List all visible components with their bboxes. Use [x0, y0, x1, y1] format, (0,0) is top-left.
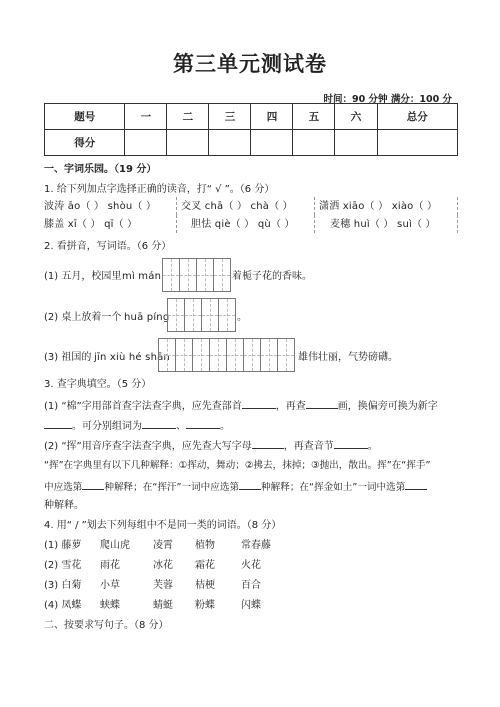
- q2-line3-pinyin: jīn xiù hé shān: [94, 352, 170, 363]
- q2-line1-pinyin: mì mán: [122, 271, 162, 282]
- q4-row: (1) 藤萝 爬山虎 凌霄 植物 常春藤: [44, 540, 271, 551]
- score-header-cell: 三: [209, 104, 251, 130]
- blank[interactable]: [142, 418, 176, 429]
- blank[interactable]: [306, 398, 338, 409]
- blank[interactable]: [334, 438, 368, 449]
- q1-item: 波涛 āo（ ） shòu（ ）: [44, 201, 157, 212]
- blank[interactable]: [44, 418, 72, 429]
- q2-line3-post: 雄伟壮丽，气势磅礴。: [298, 352, 398, 363]
- q1-item: 麦穗 huì（ ） suì（ ）: [330, 219, 436, 230]
- score-header-cell: 二: [167, 104, 209, 130]
- score-row-label: 得分: [45, 130, 125, 156]
- page-title: 第三单元测试卷: [173, 52, 327, 76]
- score-cell[interactable]: [209, 130, 251, 156]
- blank[interactable]: [252, 438, 284, 449]
- q2-line2-post: 。: [237, 312, 247, 323]
- score-header-cell: 题号: [45, 104, 125, 130]
- divider: [176, 197, 177, 215]
- q3-line: “挥”在字典里有以下几种解释：①挥动，舞动；②拂去，抹掉；③抛出，散出。挥”在“挥手”: [44, 460, 431, 471]
- q3-line: (1) “棉”字用部首查字法查字典，应先查部首 ，再查 画，换偏旁可换为新字: [44, 398, 438, 413]
- q2-line2-pre: (2) 桌上放着一个: [44, 312, 122, 323]
- score-cell[interactable]: [293, 130, 335, 156]
- section2-heading: 二、按要求写句子。（8 分）: [44, 620, 169, 631]
- score-header-cell: 总分: [377, 104, 458, 130]
- q2-line1-post: 着栀子花的香味。: [232, 271, 312, 282]
- q4-row: (4) 凤蝶 蛱蝶 蜻蜓 粉蝶 闪蝶: [44, 600, 261, 611]
- q4-prompt: 4. 用“ / ”划去下列每组中不是同一类的词语。（8 分）: [44, 520, 282, 531]
- section1-heading: 一、字词乐园。（19 分）: [44, 164, 157, 175]
- score-header-cell: 六: [335, 104, 377, 130]
- score-cell[interactable]: [125, 130, 167, 156]
- score-table: [44, 103, 458, 156]
- score-header-row: [45, 104, 458, 130]
- writing-grid[interactable]: [167, 298, 236, 332]
- q4-row: (3) 白菊 小草 芙蓉 桔梗 百合: [44, 580, 261, 591]
- score-cell[interactable]: [335, 130, 377, 156]
- score-header-cell: 五: [293, 104, 335, 130]
- q3-prompt: 3. 查字典填空。（5 分）: [44, 379, 152, 390]
- blank[interactable]: [82, 479, 104, 490]
- divider: [314, 215, 315, 233]
- writing-grid[interactable]: [158, 338, 295, 372]
- score-header-cell: 一: [125, 104, 167, 130]
- score-value-row: [45, 130, 458, 156]
- writing-grid[interactable]: [162, 258, 231, 292]
- score-cell[interactable]: [377, 130, 458, 156]
- exam-meta: 时间：90 分钟 满分：100 分: [323, 94, 452, 105]
- q2-line2-pinyin: huā píng: [124, 312, 170, 323]
- q4-row: (2) 雪花 雨花 冰花 霜花 火花: [44, 560, 261, 571]
- score-cell[interactable]: [251, 130, 293, 156]
- blank[interactable]: [242, 398, 276, 409]
- score-header-cell: 四: [251, 104, 293, 130]
- blank[interactable]: [405, 479, 427, 490]
- score-cell[interactable]: [167, 130, 209, 156]
- blank[interactable]: [186, 418, 220, 429]
- divider: [457, 197, 458, 215]
- q1-item: 膝盖 xī（ ） qī（ ）: [44, 219, 138, 230]
- divider: [314, 197, 315, 215]
- blank[interactable]: [239, 479, 261, 490]
- q1-item: 胆怯 qiè（ ） qù（ ）: [191, 219, 295, 230]
- q3-line: 种解释。: [44, 500, 84, 511]
- q1-item: 交叉 chā（ ） chà（ ）: [181, 201, 293, 212]
- divider: [176, 215, 177, 233]
- q2-line1-pre: (1) 五月，校园里: [44, 271, 122, 282]
- divider: [457, 215, 458, 233]
- q3-line: (2) “挥”用音序查字法查字典，应先查大写字母 ，再查音节 。: [44, 438, 378, 453]
- q2-line3-pre: (3) 祖国的: [44, 352, 92, 363]
- q1-prompt: 1. 给下列加点字选择正确的读音，打“ √ ”。（6 分）: [44, 184, 275, 195]
- q3-line: 。可分别组词为 、 。: [44, 418, 230, 433]
- q1-item: 潇洒 xiāo（ ） xiào（ ）: [319, 201, 438, 212]
- q3-line: 中应选第 种解释；在“挥汗”一词中应选第 种解释；在“挥金如土”一词中选第: [44, 479, 427, 494]
- q2-prompt: 2. 看拼音，写词语。（6 分）: [44, 241, 172, 252]
